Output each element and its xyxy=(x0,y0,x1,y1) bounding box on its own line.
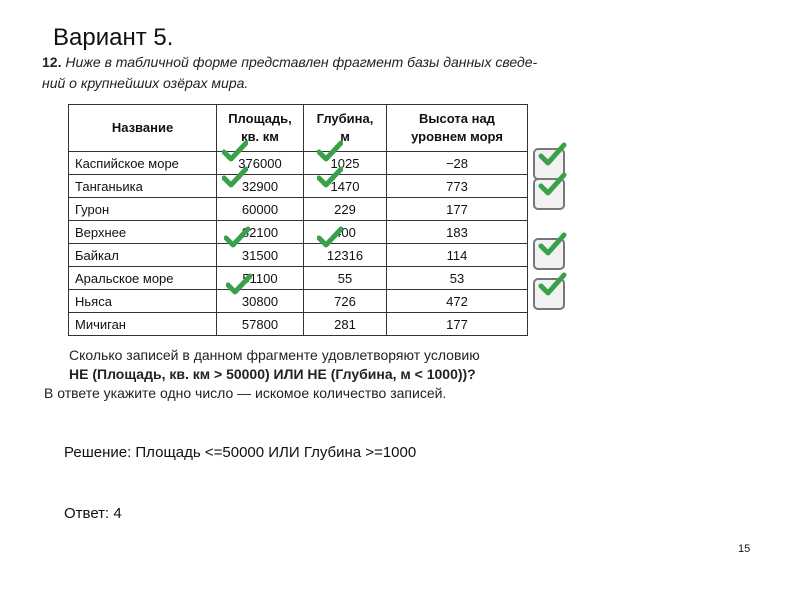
cell-depth: 1025 xyxy=(304,152,387,175)
cell-area: 82100 xyxy=(217,221,304,244)
table-row xyxy=(69,267,528,290)
cell-depth: 12316 xyxy=(304,244,387,267)
cell-name: Каспийское море xyxy=(69,152,217,175)
cell-altitude: 53 xyxy=(387,267,528,290)
cell-area: 32900 xyxy=(217,175,304,198)
problem-intro-line1: Ниже в табличной форме представлен фрагмент базы данных сведе- xyxy=(65,54,538,70)
cell-name: Гурон xyxy=(69,198,217,221)
cell-depth: 726 xyxy=(304,290,387,313)
checkmark-icon xyxy=(317,166,343,188)
cell-altitude: 773 xyxy=(387,175,528,198)
cell-area: 376000 xyxy=(217,152,304,175)
table-row xyxy=(69,152,528,175)
table-row xyxy=(69,290,528,313)
cell-depth: 229 xyxy=(304,198,387,221)
cell-altitude: −28 xyxy=(387,152,528,175)
checkmark-icon xyxy=(317,226,343,248)
cell-depth: 55 xyxy=(304,267,387,290)
checkmark-icon xyxy=(222,140,248,162)
header-area: Площадь, кв. км xyxy=(217,105,304,152)
checkmark-icon xyxy=(317,140,343,162)
cell-name: Ньяса xyxy=(69,290,217,313)
cell-area: 30800 xyxy=(217,290,304,313)
page-number: 15 xyxy=(738,543,751,555)
cell-area: 60000 xyxy=(217,198,304,221)
question-line1: Сколько записей в данном фрагменте удовлетворяют условию xyxy=(69,347,480,363)
answer-text: Ответ: 4 xyxy=(64,505,122,522)
table-header-row xyxy=(69,105,528,152)
table-row xyxy=(69,221,528,244)
cell-name: Танганьика xyxy=(69,175,217,198)
cell-name: Аральское море xyxy=(69,267,217,290)
problem-intro xyxy=(42,52,562,94)
solution-text: Решение: Площадь <=50000 ИЛИ Глубина >=1000 xyxy=(64,444,417,461)
table-row xyxy=(69,313,528,336)
table-row xyxy=(69,175,528,198)
header-name: Название xyxy=(69,105,217,152)
table-row xyxy=(69,198,528,221)
cell-depth: 400 xyxy=(304,221,387,244)
problem-number: 12. xyxy=(42,54,62,70)
question-text xyxy=(44,346,544,403)
checkbox-checked-icon xyxy=(533,238,565,270)
cell-name: Верхнее xyxy=(69,221,217,244)
checkbox-checked-icon xyxy=(533,178,565,210)
table-row xyxy=(69,244,528,267)
lakes-table xyxy=(68,104,528,336)
cell-area: 57800 xyxy=(217,313,304,336)
cell-altitude: 183 xyxy=(387,221,528,244)
cell-depth: 281 xyxy=(304,313,387,336)
question-condition: НЕ (Площадь, кв. км > 50000) ИЛИ НЕ (Глубина, м < 1000))? xyxy=(69,366,476,382)
cell-altitude: 472 xyxy=(387,290,528,313)
cell-area: 51100 xyxy=(217,267,304,290)
question-line3: В ответе укажите одно число — искомое количество записей. xyxy=(44,385,447,401)
cell-depth: 1470 xyxy=(304,175,387,198)
checkmark-icon xyxy=(222,166,248,188)
header-depth: Глубина, м xyxy=(304,105,387,152)
cell-altitude: 177 xyxy=(387,198,528,221)
checkmark-icon xyxy=(224,226,250,248)
slide-title: Вариант 5. xyxy=(53,24,174,51)
checkmark-icon xyxy=(226,273,252,295)
checkbox-checked-icon xyxy=(533,278,565,310)
cell-altitude: 114 xyxy=(387,244,528,267)
problem-intro-line2: ний о крупнейших озёрах мира. xyxy=(42,75,249,91)
cell-area: 31500 xyxy=(217,244,304,267)
cell-altitude: 177 xyxy=(387,313,528,336)
cell-name: Байкал xyxy=(69,244,217,267)
header-altitude: Высота над уровнем моря xyxy=(387,105,528,152)
cell-name: Мичиган xyxy=(69,313,217,336)
